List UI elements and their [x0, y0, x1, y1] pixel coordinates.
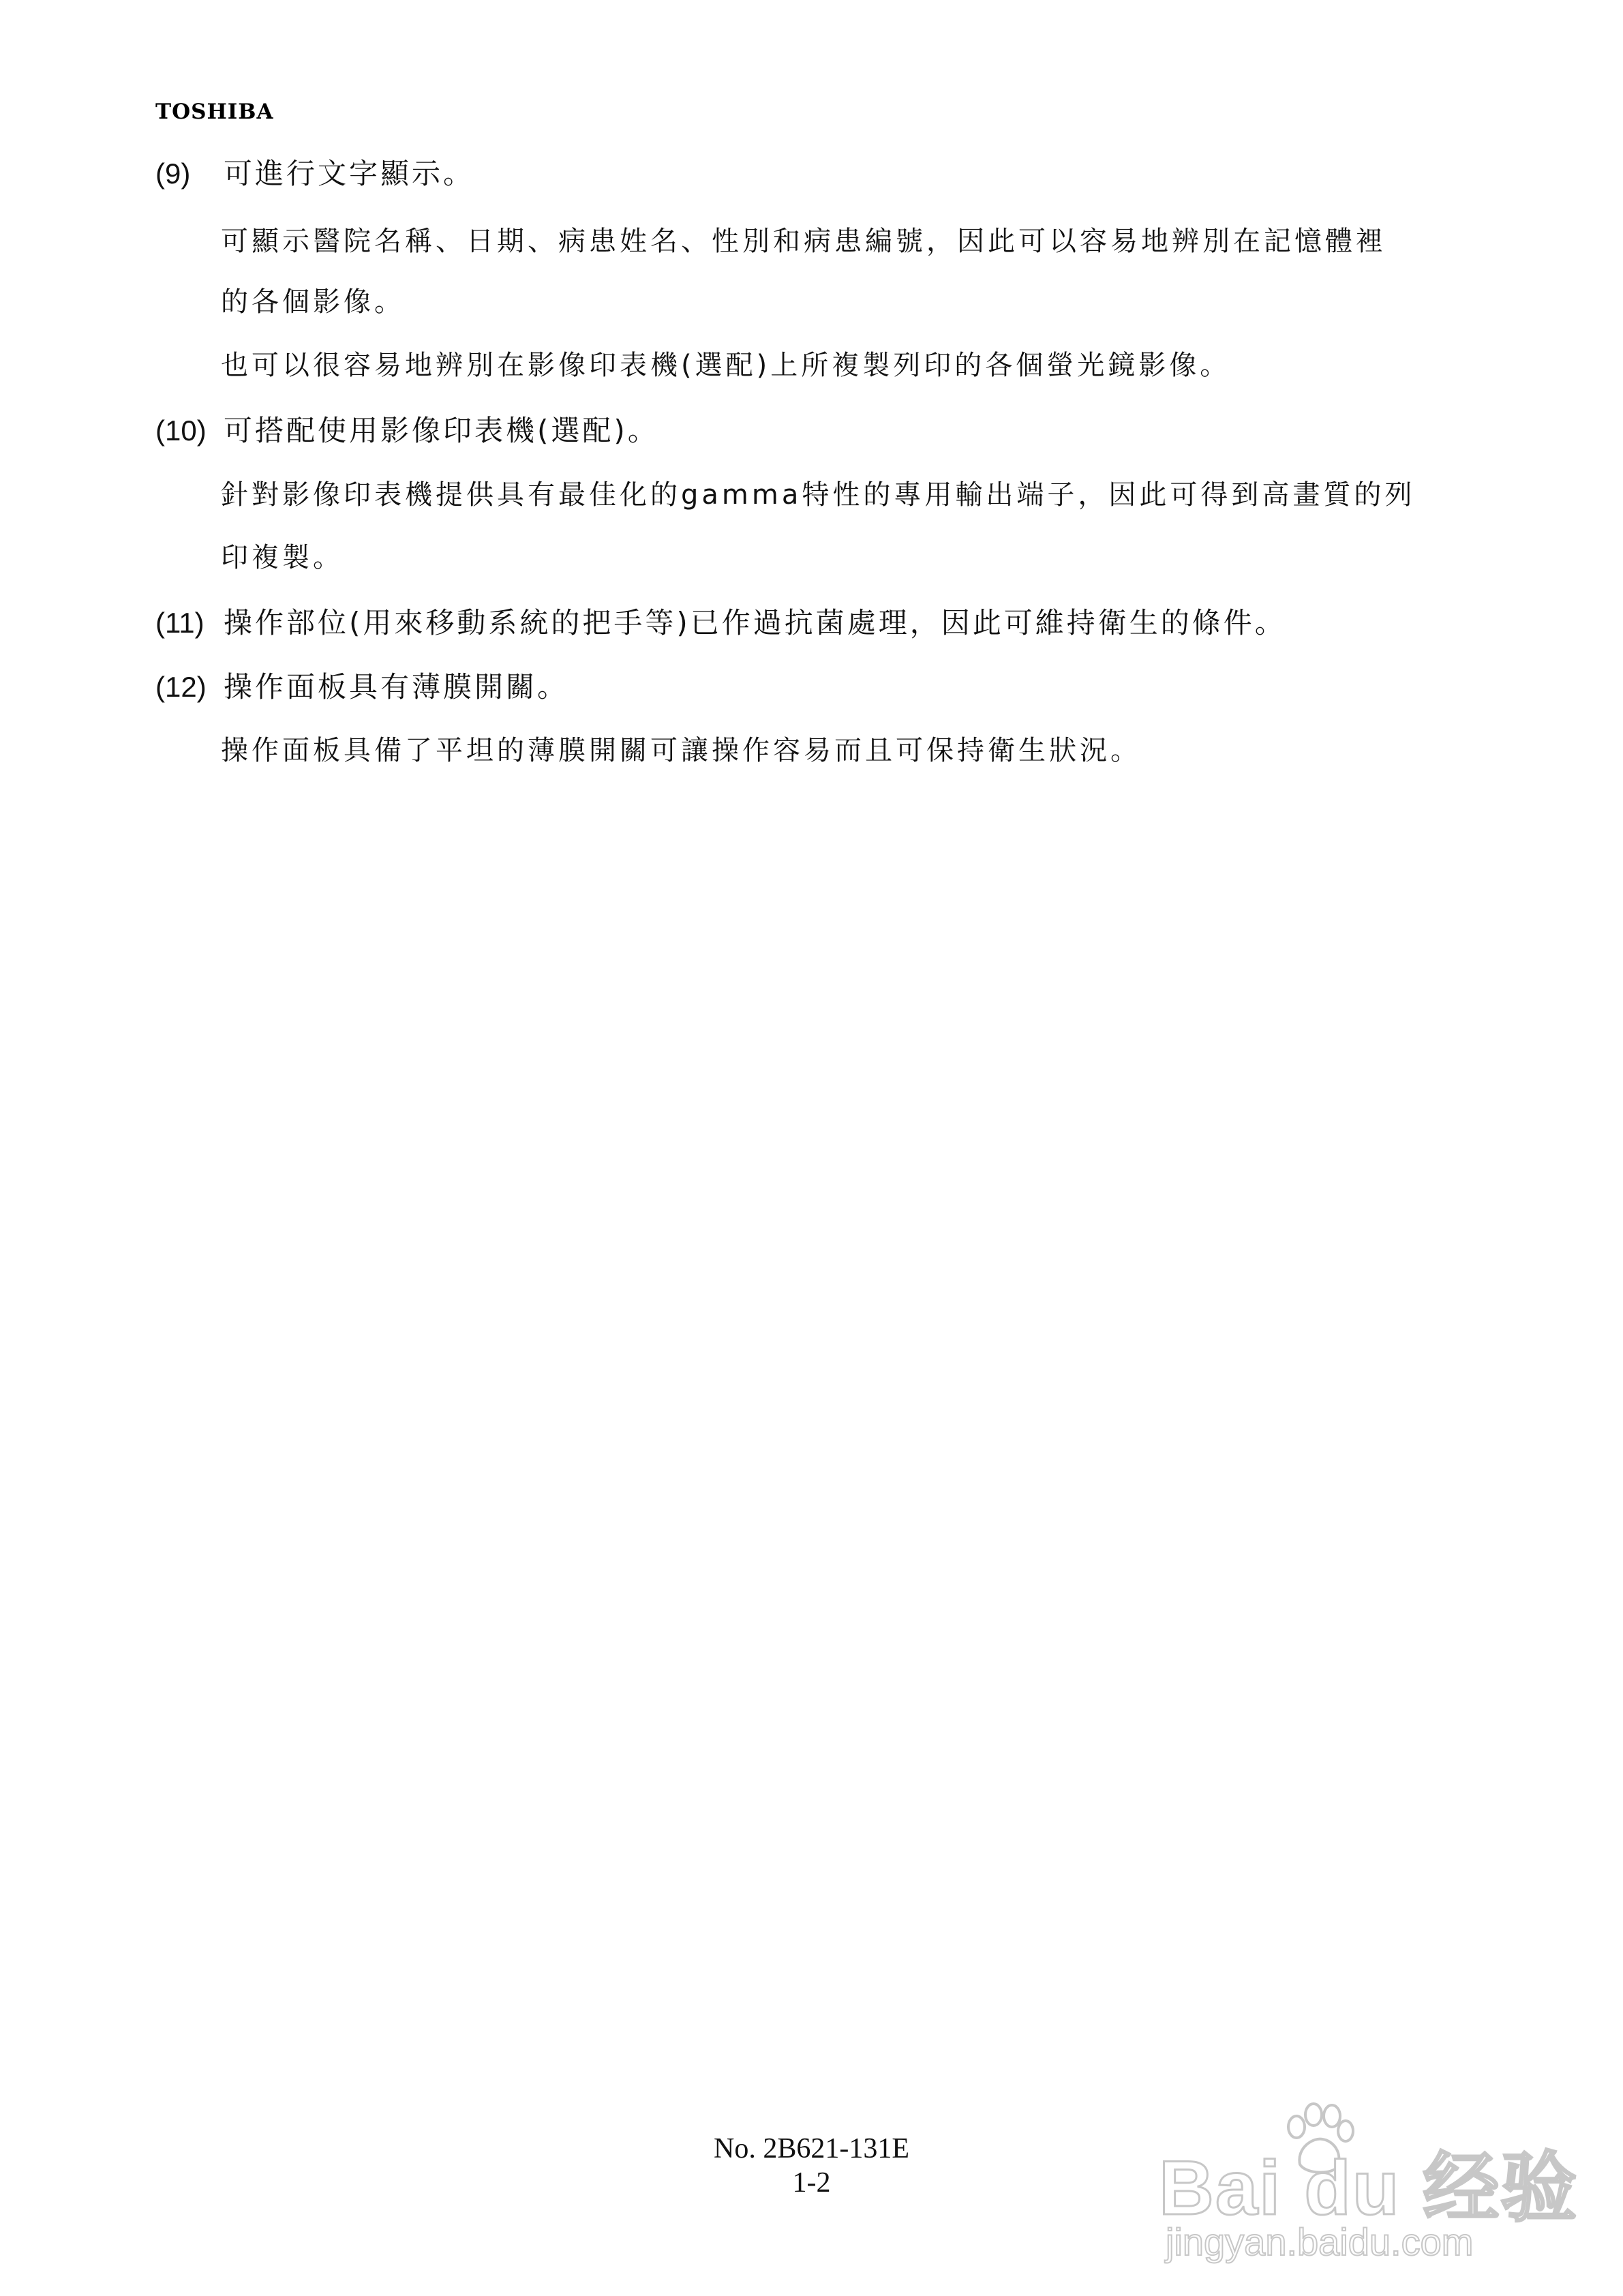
item-12-heading: [155, 669, 568, 705]
item-number: (11): [155, 607, 204, 639]
item-10-paragraph-line: 印複製。: [221, 542, 344, 573]
item-number: (9): [155, 157, 191, 190]
item-title: 可進行文字顯示。: [224, 157, 475, 190]
page-number: 1-2: [792, 2167, 831, 2199]
item-title: 操作面板具有薄膜開關。: [224, 670, 569, 704]
watermark-logo-text: Bai du 经验: [1159, 2145, 1579, 2231]
item-9-paragraph-line: 可顯示醫院名稱、日期、病患姓名、性別和病患編號，因此可以容易地辨別在記憶體裡: [221, 226, 1386, 257]
item-9-heading: [155, 156, 474, 192]
item-title: 操作部位(用來移動系統的把手等)已作過抗菌處理，因此可維持衛生的條件。: [224, 606, 1286, 639]
item-10-heading: [155, 413, 659, 449]
item-number: (12): [155, 671, 207, 703]
item-number: (10): [155, 414, 207, 447]
item-9-paragraph-line: 的各個影像。: [221, 286, 405, 318]
item-10-paragraph-line: 針對影像印表機提供具有最佳化的gamma特性的專用輸出端子，因此可得到高畫質的列: [221, 479, 1416, 511]
item-11-heading: [155, 605, 1286, 641]
baidu-watermark: [1159, 2100, 1579, 2263]
item-12-paragraph-line: 操作面板具備了平坦的薄膜開關可讓操作容易而且可保持衛生狀況。: [221, 735, 1141, 766]
document-number: No. 2B621-131E: [714, 2133, 909, 2164]
item-9-paragraph-line: 也可以很容易地辨別在影像印表機(選配)上所複製列印的各個螢光鏡影像。: [221, 350, 1231, 381]
item-title: 可搭配使用影像印表機(選配)。: [224, 414, 659, 447]
toshiba-logo: TOSHIBA: [155, 100, 274, 124]
watermark-url: jingyan.baidu.com: [1166, 2220, 1474, 2263]
